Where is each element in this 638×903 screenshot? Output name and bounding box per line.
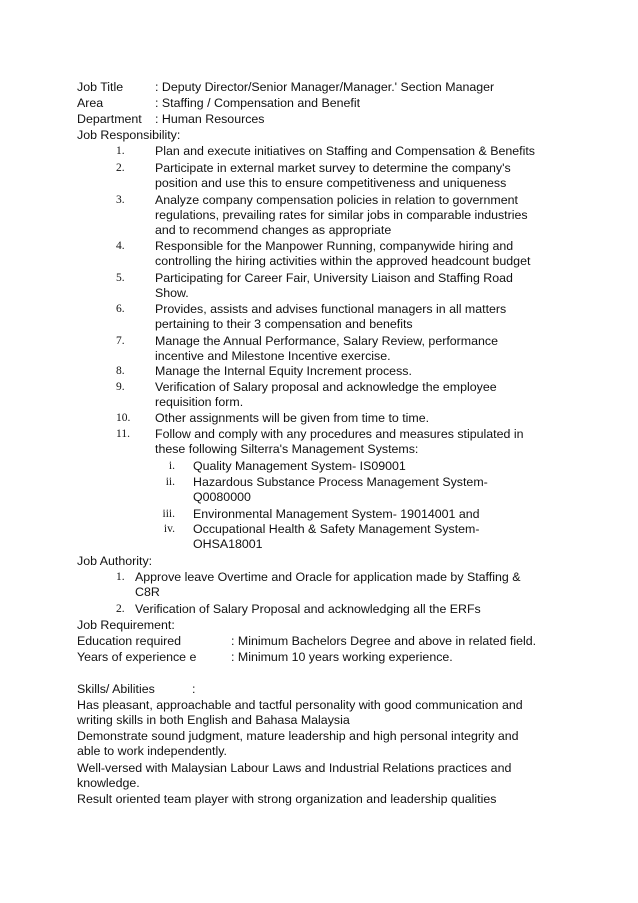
list-item-line: Participating for Career Fair, University Liaison and Staffing Road: [155, 271, 513, 285]
list-item-line: these following Silterra's Management Systems:: [155, 442, 419, 456]
responsibility-heading: Job Responsibility:: [77, 128, 181, 142]
sublist-number: ii.: [165, 476, 175, 488]
experience-label: Years of experience e: [77, 650, 197, 664]
skills-line: writing skills in both English and Bahasa Malaysia: [77, 713, 350, 727]
sublist-item-line: Environmental Management System- 19014001 and: [193, 507, 480, 521]
list-number: 5.: [116, 272, 125, 284]
list-item-line: C8R: [135, 585, 160, 599]
list-item-line: regulations, prevailing rates for similar jobs in comparable industries: [155, 208, 528, 222]
list-number: 11.: [116, 428, 130, 440]
list-item-line: Responsible for the Manpower Running, companywide hiring and: [155, 239, 514, 253]
skills-line: Has pleasant, approachable and tactful personality with good communication and: [77, 698, 523, 712]
list-item-line: and to recommend changes as appropriate: [155, 223, 392, 237]
job-title-value: : Deputy Director/Senior Manager/Manager.' Section Manager: [155, 80, 495, 94]
list-item-line: position and use this to ensure competitiveness and uniqueness: [155, 176, 507, 190]
list-item-line: Participate in external market survey to determine the company's: [155, 161, 511, 175]
area-label: Area: [77, 96, 104, 110]
requirement-heading: Job Requirement:: [77, 618, 175, 632]
list-item-line: Show.: [155, 286, 189, 300]
sublist-item-line: Occupational Health & Safety Management System-: [193, 522, 480, 536]
experience-value: : Minimum 10 years working experience.: [231, 650, 453, 664]
list-number: 1.: [116, 145, 125, 157]
list-item-line: Manage the Annual Performance, Salary Review, performance: [155, 334, 498, 348]
list-number: 1.: [116, 571, 125, 583]
list-item-line: Approve leave Overtime and Oracle for application made by Staffing &: [135, 570, 521, 584]
list-item-line: pertaining to their 3 compensation and benefits: [155, 317, 413, 331]
skills-line: able to work independently.: [77, 744, 227, 758]
list-item-line: Provides, assists and advises functional managers in all matters: [155, 302, 507, 316]
list-item-line: Verification of Salary Proposal and acknowledging all the ERFs: [135, 602, 481, 616]
list-number: 3.: [116, 194, 125, 206]
education-label: Education required: [77, 634, 182, 648]
list-item-line: incentive and Milestone Incentive exercise.: [155, 349, 391, 363]
list-item-line: Follow and comply with any procedures and measures stipulated in: [155, 427, 524, 441]
skills-label: Skills/ Abilities: [77, 682, 155, 696]
sublist-item-line: Hazardous Substance Process Management System-: [193, 475, 488, 489]
list-number: 10.: [116, 412, 131, 424]
skills-colon: :: [192, 682, 196, 696]
area-value: : Staffing / Compensation and Benefit: [155, 96, 361, 110]
list-number: 7.: [116, 335, 125, 347]
list-item-line: Verification of Salary proposal and acknowledge the employee: [155, 380, 497, 394]
authority-heading: Job Authority:: [77, 554, 153, 568]
list-number: 8.: [116, 365, 125, 377]
job-title-label: Job Title: [77, 80, 124, 94]
list-number: 2.: [116, 162, 125, 174]
skills-line: knowledge.: [77, 776, 140, 790]
sublist-number: i.: [168, 460, 175, 472]
list-number: 4.: [116, 240, 125, 252]
department-value: : Human Resources: [155, 112, 265, 126]
skills-line: Well-versed with Malaysian Labour Laws and Industrial Relations practices and: [77, 761, 512, 775]
list-item-line: requisition form.: [155, 395, 244, 409]
list-number: 2.: [116, 603, 125, 615]
sublist-number: iv.: [163, 523, 175, 535]
list-number: 6.: [116, 303, 125, 315]
education-value: : Minimum Bachelors Degree and above in related field.: [231, 634, 537, 648]
sublist-item-line: Q0080000: [193, 490, 251, 504]
list-item-line: Manage the Internal Equity Increment process.: [155, 364, 412, 378]
list-item-line: controlling the hiring activities within the approved headcount budget: [155, 254, 531, 268]
sublist-item-line: Quality Management System- IS09001: [193, 459, 406, 473]
department-label: Department: [77, 112, 142, 126]
sublist-number: iii.: [162, 508, 175, 520]
list-item-line: Plan and execute initiatives on Staffing and Compensation & Benefits: [155, 144, 535, 158]
list-item-line: Other assignments will be given from time to time.: [155, 411, 430, 425]
list-item-line: Analyze company compensation policies in relation to government: [155, 193, 518, 207]
skills-line: Demonstrate sound judgment, mature leadership and high personal integrity and: [77, 729, 519, 743]
skills-line: Result oriented team player with strong organization and leadership qualities: [77, 792, 497, 806]
list-number: 9.: [116, 381, 125, 393]
sublist-item-line: OHSA18001: [193, 537, 263, 551]
